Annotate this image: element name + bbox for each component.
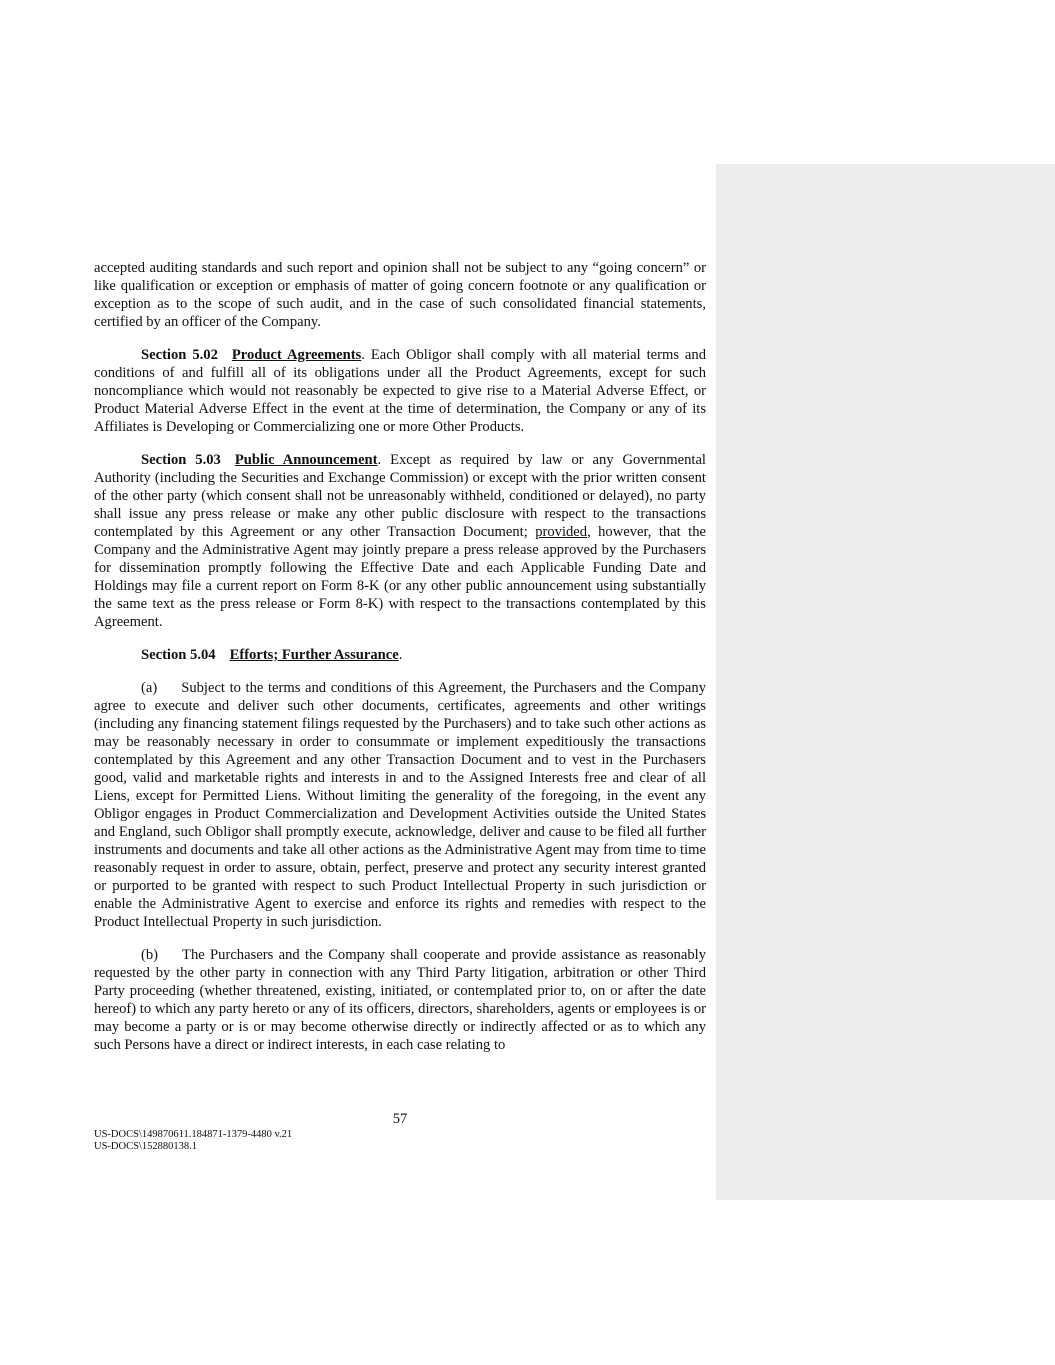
section-body: . Except as required by law or any Governmental Authority (including the Securities and Exchange Commission) or except with the prior written consent of the other party (which consent shall not be unreasonably withheld, conditioned or delayed), no party shall issue any press release or make any other public disclosure with respect to the transactions contemplated by this Agreement or any other Transaction Document; — [94, 452, 706, 540]
clause-text: Subject to the terms and conditions of this Agreement, the Purchasers and the Company agree to execute and deliver such other documents, certificates, agreements and other writings (including any financing statement filings requested by the Purchasers) and to take such other actions as may be reasonably necessary in order to consummate or implement expeditiously the transactions contemplated by this Agreement and any other Transaction Document and to vest in the Purchasers good, valid and marketable rights and interests in and to the Assigned Interests free and clear of all Liens, except for Permitted Liens. Without limiting the generality of the foregoing, in the event any Obligor engages in Product Commercialization and Development Activities outside the United States and England, such Obligor shall promptly execute, acknowledge, deliver and cause to be filed all further instruments and documents and take all other actions as the Administrative Agent may from time to time reasonably request in order to assure, obtain, perfect, preserve and protect any security interest granted or purported to be granted with respect to such Product Intellectual Property in such jurisdiction or enable the Administrative Agent to exercise and enforce its rights and remedies with respect to the Product Intellectual Property in such jurisdiction. — [94, 680, 706, 930]
clause-b — [94, 946, 706, 1054]
clause-label: (a) — [141, 680, 158, 696]
provided-term: provided — [535, 524, 588, 540]
section-5-03 — [94, 451, 706, 631]
page-number: 57 — [392, 1111, 408, 1127]
section-title: Product Agreements — [231, 347, 362, 363]
clause-text: The Purchasers and the Company shall cooperate and provide assistance as reasonably requested by the other party in connection with any Third Party litigation, arbitration or other Third Party proceeding (whether threatened, existing, initiated, or contemplated prior to, on or after the date hereof) to which any party hereto or any of its officers, directors, shareholders, agents or employees is or may become a party or is or may become otherwise directly or indirectly affected or as to which any such Persons have a direct or indirect interests, in each case relating to — [94, 947, 706, 1053]
section-number: Section 5.03 — [141, 452, 221, 468]
section-body: . Each Obligor shall comply with all material terms and conditions of and fulfill all of its obligations under all the Product Agreements, except for such noncompliance which would not reasonably be expected to give rise to a Material Adverse Effect, or Product Material Adverse Effect in the event at the time of determination, the Company or any of its Affiliates is Developing or Commercializing one or more Other Products. — [94, 347, 706, 435]
section-body-continued: , however, that the Company and the Administrative Agent may jointly prepare a press release approved by the Purchasers for dissemination promptly following the Effective Date and each Applicable Funding Date and Holdings may file a current report on Form 8-K (or any other public announcement using substantially the same text as the press release or Form 8-K) with respect to the transactions contemplated by this Agreement. — [94, 524, 706, 630]
clause-label: (b) — [141, 947, 159, 963]
page-body — [94, 259, 706, 1069]
clause-a — [94, 679, 706, 931]
comment-pane — [716, 164, 1055, 1200]
section-title: Efforts; Further Assurance — [229, 647, 399, 663]
section-number: Section 5.04 — [141, 647, 216, 663]
section-number: Section 5.02 — [141, 347, 218, 363]
footer-doc-id: US-DOCS\149870611.184871-1379-4480 v.21 — [94, 1129, 293, 1140]
footer-doc-id: US-DOCS\152880138.1 — [94, 1141, 197, 1152]
continuation-text: accepted auditing standards and such report and opinion shall not be subject to any “going concern” or like qualification or exception or emphasis of matter of going concern footnote or any qualification or exception as to the scope of such audit, and in the case of such consolidated financial statements, certified by an officer of the Company. — [94, 260, 706, 330]
section-title-end: . — [398, 647, 403, 663]
section-5-02 — [94, 346, 706, 436]
section-5-04-heading — [94, 646, 706, 664]
footer-doc-ids — [94, 1129, 292, 1153]
section-title: Public Announcement — [234, 452, 378, 468]
continuation-paragraph — [94, 259, 706, 331]
